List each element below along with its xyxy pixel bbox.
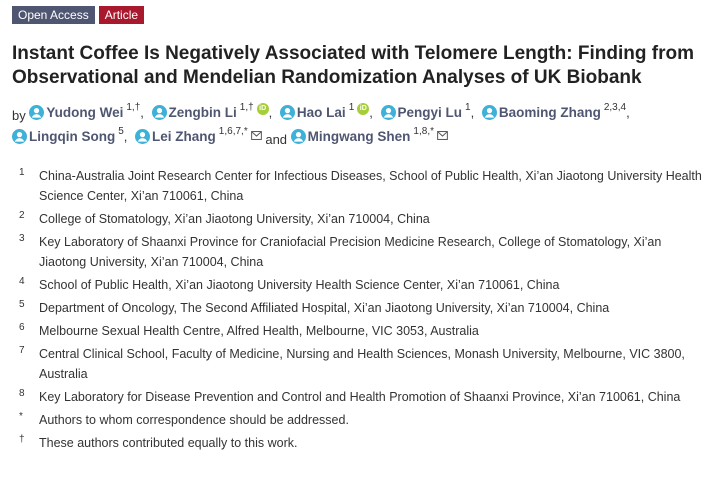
person-icon	[12, 129, 27, 144]
affiliation-text: China-Australia Joint Research Center for Infectious Diseases, School of Public Health, Xi’an Jiaotong University Health Science Center, Xi’an 710061, China	[39, 169, 702, 203]
author-name[interactable]: Zengbin Li	[168, 105, 237, 120]
author-affil-sup: 1,8,*	[413, 126, 434, 137]
orcid-icon[interactable]: iD	[357, 103, 369, 115]
affiliation-item	[12, 232, 703, 272]
mail-icon[interactable]	[251, 131, 262, 140]
author-name[interactable]: Pengyi Lu	[397, 105, 463, 120]
author-list	[12, 102, 703, 150]
affiliation-number: *	[19, 411, 23, 422]
affiliation-item	[12, 387, 703, 407]
person-icon	[152, 105, 167, 120]
affiliation-text: Key Laboratory of Shaanxi Province for Craniofacial Precision Medicine Research, College of Stomatology, Xi’an Jiaotong University, Xi’an 710004, China	[39, 235, 662, 269]
author-name[interactable]: Hao Lai	[296, 105, 346, 120]
author-name[interactable]: Yudong Wei	[46, 105, 124, 120]
affiliation-item	[12, 275, 703, 295]
author-name[interactable]: Baoming Zhang	[498, 105, 601, 120]
author-zengbin-li[interactable]: Zengbin Li 1,† iD ,	[152, 102, 277, 123]
affiliation-number: 2	[19, 210, 25, 221]
person-icon	[29, 105, 44, 120]
affiliation-text: Key Laboratory for Disease Prevention and Control and Health Promotion of Shaanxi Province, Xi’an 710061, China	[39, 390, 681, 404]
author-pengyi-lu[interactable]: Pengyi Lu 1 ,	[381, 102, 479, 123]
affiliation-number: 4	[19, 276, 25, 287]
author-name[interactable]: Mingwang Shen	[307, 129, 411, 144]
affiliation-text: Authors to whom correspondence should be addressed.	[39, 413, 349, 427]
author-affil-sup: 1,†	[126, 102, 141, 113]
author-name[interactable]: Lingqin Song	[29, 129, 116, 144]
affiliation-number: 6	[19, 322, 25, 333]
author-affil-sup: 1	[465, 102, 471, 113]
affiliation-item	[12, 321, 703, 341]
author-lei-zhang[interactable]	[135, 126, 262, 147]
affiliation-item	[12, 298, 703, 318]
affiliation-item	[12, 410, 703, 430]
affiliation-text: College of Stomatology, Xi’an Jiaotong University, Xi’an 710004, China	[39, 212, 430, 226]
affiliation-text: Melbourne Sexual Health Centre, Alfred Health, Melbourne, VIC 3053, Australia	[39, 324, 479, 338]
author-affil-sup: 1	[348, 102, 355, 113]
article-title: Instant Coffee Is Negatively Associated with Telomere Length: Finding from Observational and Mendelian Randomization Analyses of UK Biobank	[12, 43, 694, 88]
person-icon	[280, 105, 295, 120]
orcid-icon[interactable]: iD	[257, 103, 269, 115]
affiliation-text: Department of Oncology, The Second Affiliated Hospital, Xi’an Jiaotong University, Xi’an 710004, China	[39, 301, 610, 315]
and-label: and	[265, 132, 288, 147]
affiliation-number: 8	[19, 388, 25, 399]
author-hao-lai[interactable]: Hao Lai 1 iD ,	[280, 102, 377, 123]
author-affil-sup: 5	[118, 126, 124, 137]
author-affil-sup: 1,6,7,*	[218, 126, 248, 137]
affiliation-number: 3	[19, 233, 25, 244]
article-badges	[12, 6, 703, 24]
affiliation-number: 5	[19, 299, 25, 310]
author-baoming-zhang[interactable]: Baoming Zhang 2,3,4 ,	[482, 102, 634, 123]
affiliation-text: School of Public Health, Xi’an Jiaotong University Health Science Center, Xi’an 710061, China	[39, 278, 560, 292]
affiliation-item	[12, 166, 703, 206]
person-icon	[381, 105, 396, 120]
affiliation-list	[12, 166, 703, 453]
author-yudong-wei[interactable]: Yudong Wei 1,† ,	[29, 102, 148, 123]
author-affil-sup: 2,3,4	[603, 102, 627, 113]
affiliation-text: Central Clinical School, Faculty of Medicine, Nursing and Health Sciences, Monash University, Melbourne, VIC 3800, Australia	[39, 347, 685, 381]
by-label: by	[12, 108, 26, 123]
author-affil-sup: 1,†	[239, 102, 254, 113]
affiliation-item	[12, 209, 703, 229]
affiliation-text: These authors contributed equally to this work.	[39, 436, 298, 450]
affiliation-number: 1	[19, 167, 25, 178]
affiliation-number: †	[19, 434, 25, 445]
person-icon	[291, 129, 306, 144]
affiliation-number: 7	[19, 345, 25, 356]
author-name[interactable]: Lei Zhang	[152, 129, 216, 144]
open-access-badge[interactable]: Open Access	[12, 6, 95, 24]
person-icon	[135, 129, 150, 144]
affiliation-item	[12, 433, 703, 453]
affiliation-item	[12, 344, 703, 384]
author-mingwang-shen[interactable]	[291, 126, 448, 147]
person-icon	[482, 105, 497, 120]
author-lingqin-song[interactable]: Lingqin Song 5 ,	[12, 126, 131, 147]
mail-icon[interactable]	[437, 131, 448, 140]
article-type-badge[interactable]: Article	[99, 6, 144, 24]
